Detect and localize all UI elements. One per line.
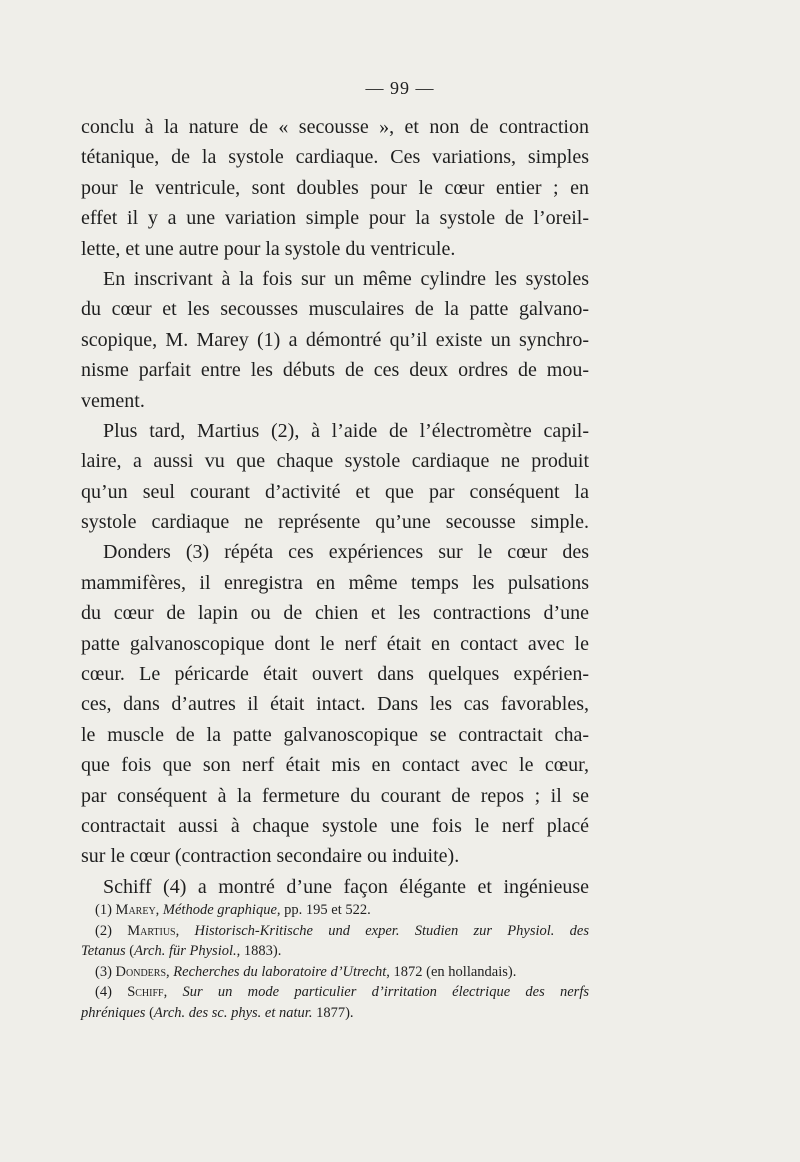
text-line: tétanique, de la systole cardiaque. Ces variations, simples (81, 146, 589, 169)
footnote-1: (1) Marey, Méthode graphique, pp. 195 et 522. (95, 902, 371, 918)
text-line: systole cardiaque ne représente qu’une secousse simple. (81, 511, 589, 534)
text-line: conclu à la nature de « secousse », et non de contraction (81, 116, 589, 138)
text-line: patte galvanoscopique dont le nerf était en contact avec le (81, 632, 589, 655)
text-line: vement. (81, 389, 145, 412)
text-line: lette, et une autre pour la systole du ventricule. (81, 237, 456, 260)
text-line: nisme parfait entre les débuts de ces deux ordres de mou- (81, 359, 589, 382)
text-line: scopique, M. Marey (1) a démontré qu’il existe un synchro- (81, 328, 589, 351)
main-text (81, 112, 589, 902)
text-line: laire, a aussi vu que chaque systole cardiaque ne produit (81, 450, 589, 473)
text-line: qu’un seul courant d’activité et que par conséquent la (81, 480, 589, 503)
footnote-2-continued: Tetanus (Arch. für Physiol., 1883). (81, 943, 282, 960)
text-line: Donders (3) répéta ces expériences sur le cœur des (103, 541, 589, 564)
footnotes (81, 900, 589, 1024)
footnote-4-continued: phréniques (Arch. des sc. phys. et natur. 1877). (81, 1004, 354, 1021)
text-line: cœur. Le péricarde était ouvert dans quelques expérien- (81, 663, 589, 686)
text-line: du cœur de lapin ou de chien et les contractions d’une (81, 602, 589, 625)
text-line: mammifères, il enregistra en même temps les pulsations (81, 571, 589, 594)
page-number: — 99 — (365, 78, 435, 98)
text-line: En inscrivant à la fois sur un même cylindre les systoles (103, 267, 589, 290)
text-line: ces, dans d’autres il était intact. Dans les cas favorables, (81, 693, 589, 716)
text-line: par conséquent à la fermeture du courant de repos ; il se (81, 784, 589, 807)
text-line: le muscle de la patte galvanoscopique se contractait cha- (81, 723, 589, 746)
text-line: sur le cœur (contraction secondaire ou induite). (81, 845, 460, 868)
footnote-3: (3) Donders, Recherches du laboratoire d’Utrecht, 1872 (en hollandais). (95, 963, 517, 980)
text-line: effet il y a une variation simple pour la systole de l’oreil- (81, 207, 589, 230)
footnote-4: (4) Schiff, Sur un mode particulier d’irritation électrique des nerfs (95, 984, 589, 1001)
text-line: Schiff (4) a montré d’une façon élégante et ingénieuse (103, 875, 589, 898)
text-line: du cœur et les secousses musculaires de la patte galvano- (81, 298, 589, 321)
text-line: pour le ventricule, sont doubles pour le cœur entier ; en (81, 176, 589, 199)
text-line: que fois que son nerf était mis en contact avec le cœur, (81, 754, 589, 777)
footnote-2: (2) Martius, Historisch-Kritische und exper. Studien zur Physiol. des (95, 922, 590, 939)
text-line: Plus tard, Martius (2), à l’aide de l’électromètre capil- (103, 419, 589, 442)
text-line: contractait aussi à chaque systole une fois le nerf placé (81, 814, 589, 837)
